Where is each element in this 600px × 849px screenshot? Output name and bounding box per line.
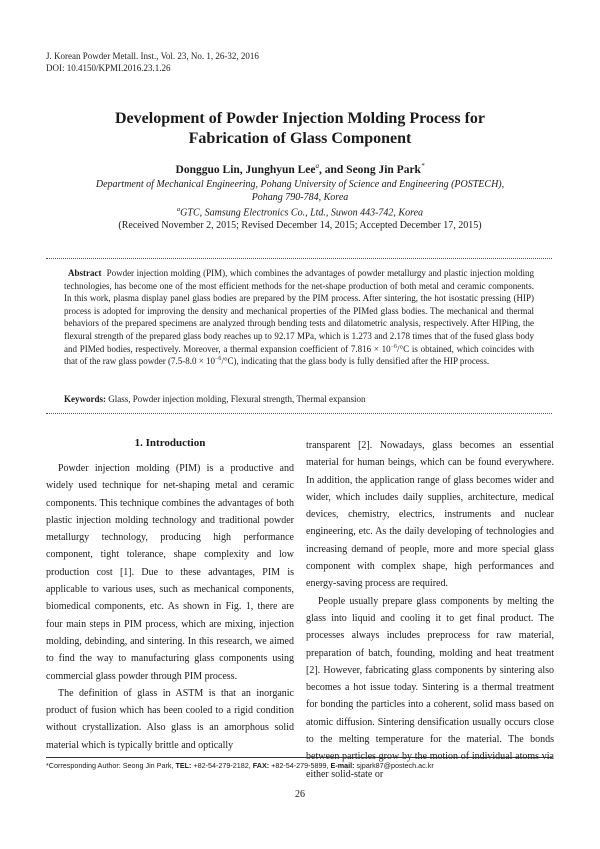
abstract: Abstract Powder injection molding (PIM), which combines the advantages of powder metallurgy and plastic injection molding technologies, has become one of the most efficient methods for the net-shape production of both metal and ceramic components. In this work, plasma display panel glass bodies are prepared by the PIM process. After sintering, the hot isostatic pressing (HIP) process is adopted for improving the density and mechanical properties of the PIMed glass bodies. The mechanical and thermal behaviors of the prepared specimens are analyzed through bending tests and dilatometric analysis, respectively. After HIPing, the flexural strength of the prepared glass body reaches up to 92.17 MPa, which is 1.273 and 2.178 times that of the fused glass body and PIMed bodies, respectively. Moreover, a thermal expansion coefficient of $7.816 \times 10^{-6}/^\circ C$ is obtained, which coincides with that of the raw glass powder $(7.5-8.0 \times 10^{-6}/^\circ C)$, indicating that the glass body is fully densified after the HIP process.	[64, 268, 535, 367]
keywords-label: Keywords:	[64, 394, 106, 404]
author-list	[40, 162, 560, 176]
received-dates: (Received November 2, 2015; Revised December 14, 2015; Accepted December 17, 2015)	[118, 219, 482, 231]
paragraph: People usually prepare glass components by melting the glass into liquid and cooling it to get final product. The processes always includes preprocess for raw material, preparation of batch, founding, molding and heat treatment [2]. However, fabricating glass components by sintering also becomes a hot issue today. Sintering is a thermal treatment for bonding the particles into a coherent, solid mass based on atomic diffusion. Sintering densification usually occurs close to the melting temperature for the material. The bonds between particles grow by the motion of individual atoms via either solid-state or	[306, 595, 554, 780]
keywords	[64, 393, 534, 405]
affiliation-2: $^a$GTC, Samsung Electronics Co., Ltd., Suwon 443-742, Korea	[176, 206, 424, 219]
left-column	[46, 460, 294, 754]
right-column	[306, 437, 554, 783]
paragraph: Powder injection molding (PIM) is a productive and widely used technique for net-shaping metal and ceramic components. This technique combines the advantages of both plastic injection molding technology and traditional powder metallurgy technology, producing high performance component, tight tolerance, shape complexity and low production cost [1]. Due to these advantages, PIM is applicable to various uses, such as mechanical components, biomedical components, etc. As shown in Fig. 1, there are four main steps in PIM process, which are mixing, injection molding, debinding, and sintering. In this research, we aimed to find the way to manufacturing glass components using commercial glass powder through PIM process.	[46, 463, 294, 682]
affiliation-2-mark: a	[176, 206, 181, 213]
abstract-label: Abstract	[68, 268, 102, 278]
title-line-2: Fabrication of Glass Component	[188, 130, 412, 147]
abstract-top-rule	[46, 258, 552, 259]
section-heading: 1. Introduction	[134, 437, 206, 449]
abstract-bottom-rule	[46, 413, 552, 414]
abstract-text-3: /°C), indicating that the glass body is fully densified after the HIP process.	[221, 356, 490, 367]
author-names-1: Dongguo Lin, Junghyun Lee	[175, 163, 316, 176]
journal-header	[46, 50, 259, 74]
abstract-text-1: Powder injection molding (PIM), which combines the advantages of powder metallurgy and plastic injection molding technologies, has become one of the most efficient methods for the net-shape production of both metal and ceramic components. In this work, plasma display panel glass bodies are prepared by the PIM process. After sintering, the hot isostatic pressing (HIP) process is adopted for improving the density and mechanical properties of the PIMed glass bodies. The mechanical and thermal behaviors of the prepared specimens are analyzed through bending tests and dilatometric analysis, respectively. After HIPing, the flexural strength of the prepared glass body reaches up to 92.17 MPa, which is 1.273 and 2.178 times that of the fused glass body and PIMed bodies, respectively. Moreover, a thermal expansion coefficient of 7.816 × 10	[64, 268, 534, 354]
abstract-text-2: /°C is obtained, which coincides with that of the raw glass powder (7.5-8.0 × 10	[64, 343, 535, 367]
email-address: sjpark87@postech.ac.kr	[356, 761, 434, 770]
corresponding-author-footnote: *Corresponding Author: Seong Jin Park, TEL: +82-54-279-2182, FAX: +82-54-279-5899, E-mail: sjpark87@postech.ac.kr	[46, 761, 434, 770]
footnote-rule	[46, 757, 552, 758]
affiliations	[40, 179, 560, 232]
paper-title	[40, 109, 560, 149]
page-number: 26	[295, 789, 305, 800]
affiliation-1: Department of Mechanical Engineering, Pohang University of Science and Engineering (POSTECH),	[95, 179, 505, 190]
keywords-text: Glass, Powder injection molding, Flexural strength, Thermal expansion	[108, 394, 366, 404]
paragraph: transparent [2]. Nowadays, glass becomes an essential material for human beings, which can be found everywhere. In addition, the application range of glass becomes wider and wider, which includes daily supplies, architecture, medical devices, chemistry, electrics, instruments and nuclear engineering, etc. As the daily developing of technologies and increasing demand of people, more and more special glass component with complex shape, high performances and energy-saving process are required.	[306, 440, 554, 590]
affiliation-1-city: Pohang 790-784, Korea	[251, 191, 349, 203]
author-names-2: , and Seong Jin Park	[319, 163, 421, 176]
doi: DOI: 10.4150/KPMI.2016.23.1.26	[46, 63, 171, 73]
journal-citation: J. Korean Powder Metall. Inst., Vol. 23, No. 1, 26-32, 2016	[46, 51, 259, 61]
author-affil-mark: a	[315, 162, 320, 170]
title-line-1: Development of Powder Injection Molding Process for	[114, 110, 485, 127]
corresponding-mark: *	[420, 162, 425, 170]
paragraph: The definition of glass in ASTM is that an inorganic product of fusion which has been cooled to a rigid condition without crystallization. Also glass is an amorphous solid material which is typically brittle and optically	[46, 687, 294, 751]
